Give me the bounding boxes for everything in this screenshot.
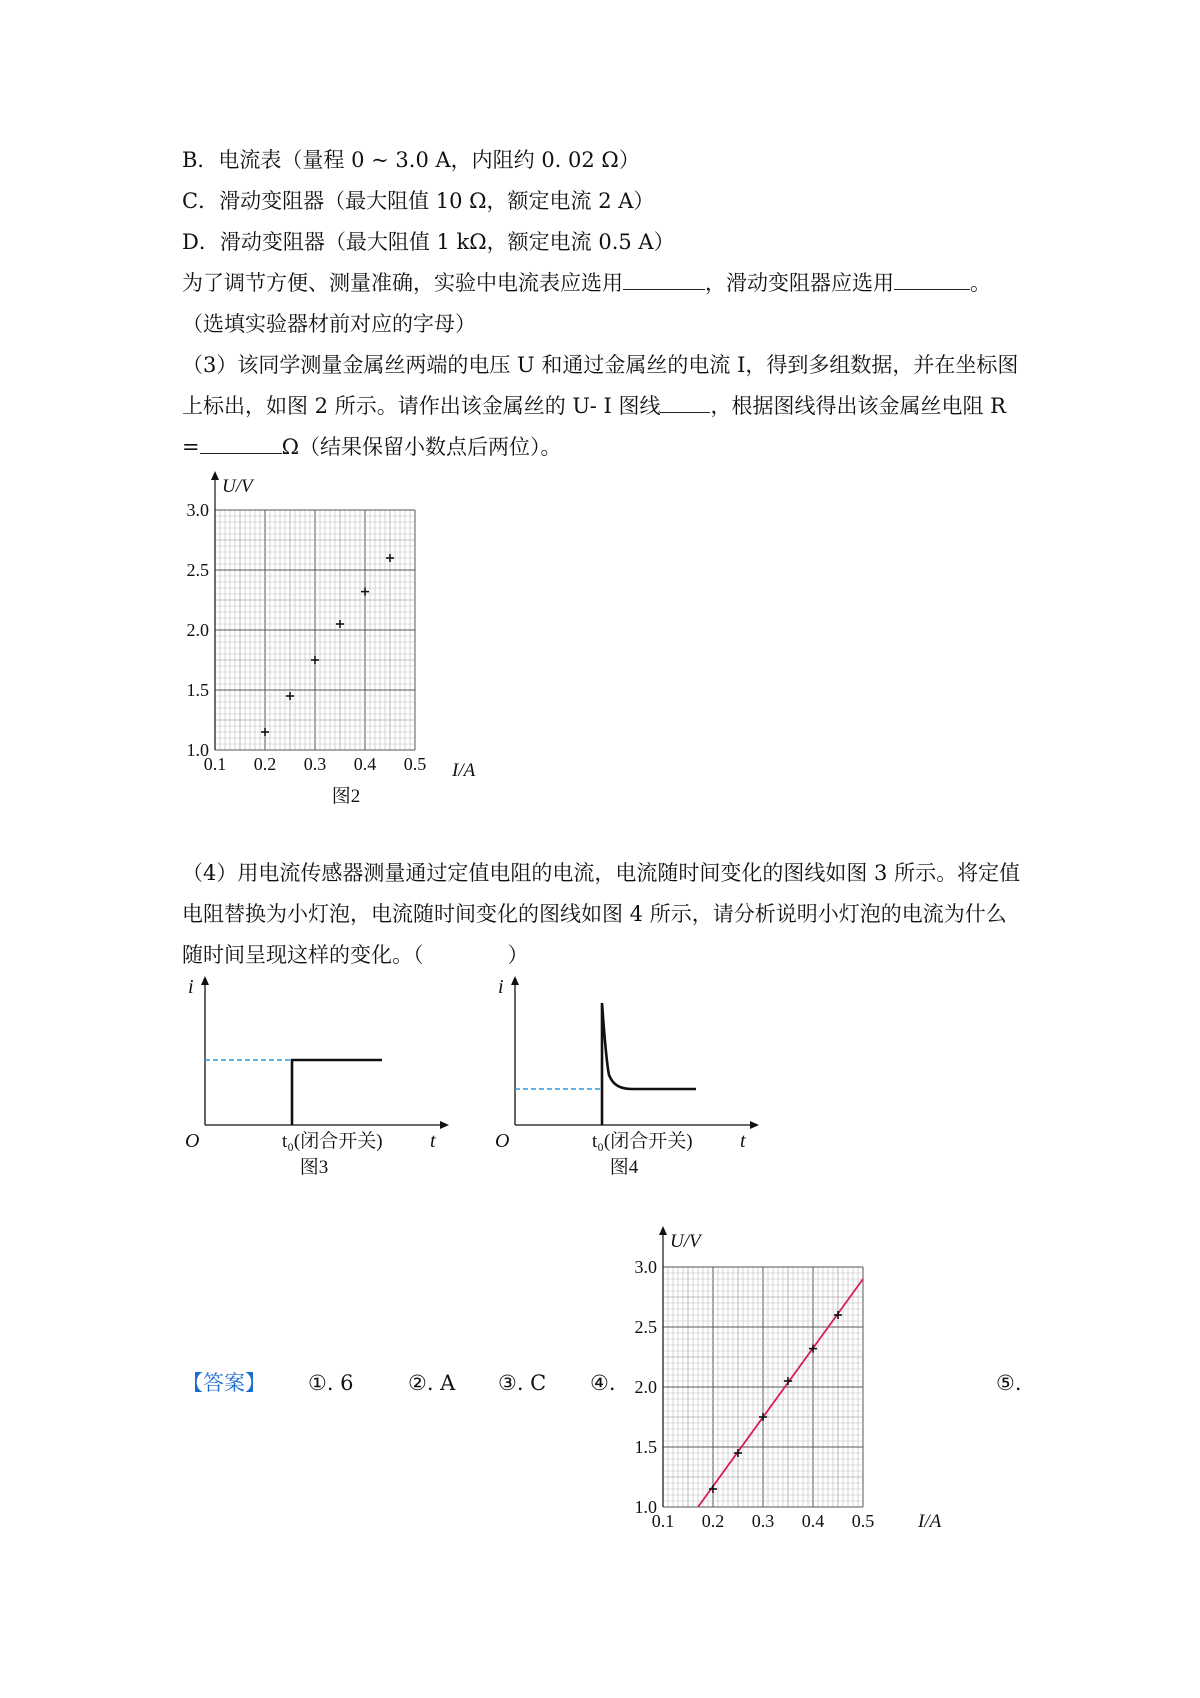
question-4-line-3: [182, 940, 529, 970]
answer-5: ⑤.: [996, 1371, 1022, 1395]
data-point: [709, 1485, 717, 1493]
data-point: [286, 692, 294, 700]
y-tick-label: 3.0: [634, 1257, 657, 1277]
data-point: [336, 620, 344, 628]
y-tick-label: 1.0: [186, 740, 209, 760]
y-tick-label: 2.5: [634, 1317, 657, 1337]
q3-text-d: Ω（结果保留小数点后两位）。: [281, 435, 562, 459]
x-tick-label: 0.3: [751, 1511, 775, 1531]
figure-4-current-curve: [602, 1003, 696, 1125]
option-c: C．滑动变阻器（最大阻值 10 Ω，额定电流 2 A）: [182, 189, 655, 213]
x-tick-label: 0.5: [851, 1511, 875, 1531]
question-2-line-2: （选填实验器材前对应的字母）: [182, 312, 476, 336]
figure-2-points: [261, 554, 394, 736]
answer-3: ③. C: [498, 1371, 547, 1395]
y-tick-label: 1.0: [634, 1497, 657, 1517]
question-3-line-3: [182, 432, 562, 462]
figure-3-current-curve: [292, 1060, 382, 1125]
answer-ui-graph: [620, 1225, 960, 1535]
question-3-line-1: （3）该同学测量金属丝两端的电压 U 和通过金属丝的电流 I，得到多组数据，并在坐标图: [182, 353, 1019, 377]
y-tick-label: 2.0: [634, 1377, 657, 1397]
x-tick-label: 0.1: [203, 754, 227, 774]
figure-3-t0-label: t₀(闭合开关): [282, 1131, 383, 1152]
q4-text-a: 随时间呈现这样的变化。（: [182, 943, 424, 967]
figure-3-caption: 图3: [299, 1157, 329, 1178]
figure-4-current-time-graph: [490, 975, 770, 1178]
figure-4-y-label: i: [498, 976, 504, 998]
answer-blank-resistance[interactable]: [200, 433, 282, 454]
answer-graph-x-axis-label: I/A: [918, 1511, 942, 1532]
figure-2-ui-chart: [170, 470, 510, 810]
data-point: [311, 656, 319, 664]
figure-2-x-axis-label: I/A: [452, 760, 476, 781]
x-tick-label: 0.3: [303, 754, 327, 774]
option-d: D．滑动变阻器（最大阻值 1 kΩ，额定电流 0.5 A）: [182, 230, 675, 254]
question-4-line-1: （4）用电流传感器测量通过定值电阻的电流，电流随时间变化的图线如图 3 所示。将定值: [182, 861, 1021, 885]
y-tick-label: 1.5: [634, 1437, 657, 1457]
q3-text-c: =: [182, 435, 200, 459]
answer-label: 【答案】: [182, 1371, 266, 1395]
figure-4-caption: 图4: [609, 1157, 639, 1178]
data-point: [261, 728, 269, 736]
q2-text-a: 为了调节方便、测量准确，实验中电流表应选用: [182, 271, 623, 295]
figure-4-t0-label: t₀(闭合开关): [592, 1131, 693, 1152]
x-tick-label: 0.2: [701, 1511, 725, 1531]
y-tick-label: 2.0: [186, 620, 209, 640]
question-4-line-2: 电阻替换为小灯泡，电流随时间变化的图线如图 4 所示，请分析说明小灯泡的电流为什么: [182, 902, 1007, 926]
q3-text-b: ，根据图线得出该金属丝电阻 R: [710, 394, 1006, 418]
answer-blank-ammeter[interactable]: [623, 269, 705, 290]
x-tick-label: 0.2: [253, 754, 277, 774]
y-tick-label: 2.5: [186, 560, 209, 580]
figure-2-caption: 图2: [331, 786, 361, 807]
answer-graph-x-ticks: [652, 1511, 875, 1531]
x-tick-label: 0.4: [353, 754, 377, 774]
q4-text-b: ）: [507, 943, 529, 967]
option-b: B．电流表（量程 0 ~ 3.0 A，内阻约 0. 02 Ω）: [182, 148, 640, 172]
figure-2-y-axis-label: U/V: [222, 476, 253, 497]
figure-3-current-time-graph: [180, 975, 450, 1178]
q2-text-b: ，滑动变阻器应选用: [705, 271, 894, 295]
figure-3-origin: O: [185, 1130, 200, 1152]
figure-4-t-label: t: [740, 1130, 746, 1152]
answer-graph-y-ticks: [635, 1257, 658, 1517]
data-point: [361, 588, 369, 596]
y-tick-label: 3.0: [186, 500, 209, 520]
q3-text-a: 上标出，如图 2 所示。请作出该金属丝的 U- I 图线: [182, 394, 661, 418]
question-3-line-2: [182, 391, 1006, 421]
margin-dot: [182, 1206, 184, 1208]
figure-4-origin: O: [495, 1130, 510, 1152]
answer-graph-grid: [663, 1267, 863, 1507]
data-point: [386, 554, 394, 562]
answer-1: ①. 6: [308, 1371, 354, 1395]
figure-3-y-label: i: [188, 976, 194, 998]
answer-graph-y-axis-label: U/V: [670, 1231, 701, 1252]
x-tick-label: 0.4: [801, 1511, 825, 1531]
x-tick-label: 0.5: [403, 754, 427, 774]
answer-blank-rheostat[interactable]: [894, 269, 970, 290]
figure-2-x-ticks: [204, 754, 427, 774]
answer-blank-ui-graph[interactable]: [660, 392, 710, 413]
figure-3-t-label: t: [430, 1130, 436, 1152]
answer-4: ④.: [590, 1371, 616, 1395]
x-tick-label: 0.1: [651, 1511, 675, 1531]
figure-2-y-ticks: [187, 500, 210, 760]
q2-text-c: 。: [970, 271, 991, 295]
question-2-line-1: [182, 268, 991, 298]
figure-2-grid: [215, 510, 415, 750]
answer-2: ②. A: [408, 1371, 456, 1395]
y-tick-label: 1.5: [186, 680, 209, 700]
